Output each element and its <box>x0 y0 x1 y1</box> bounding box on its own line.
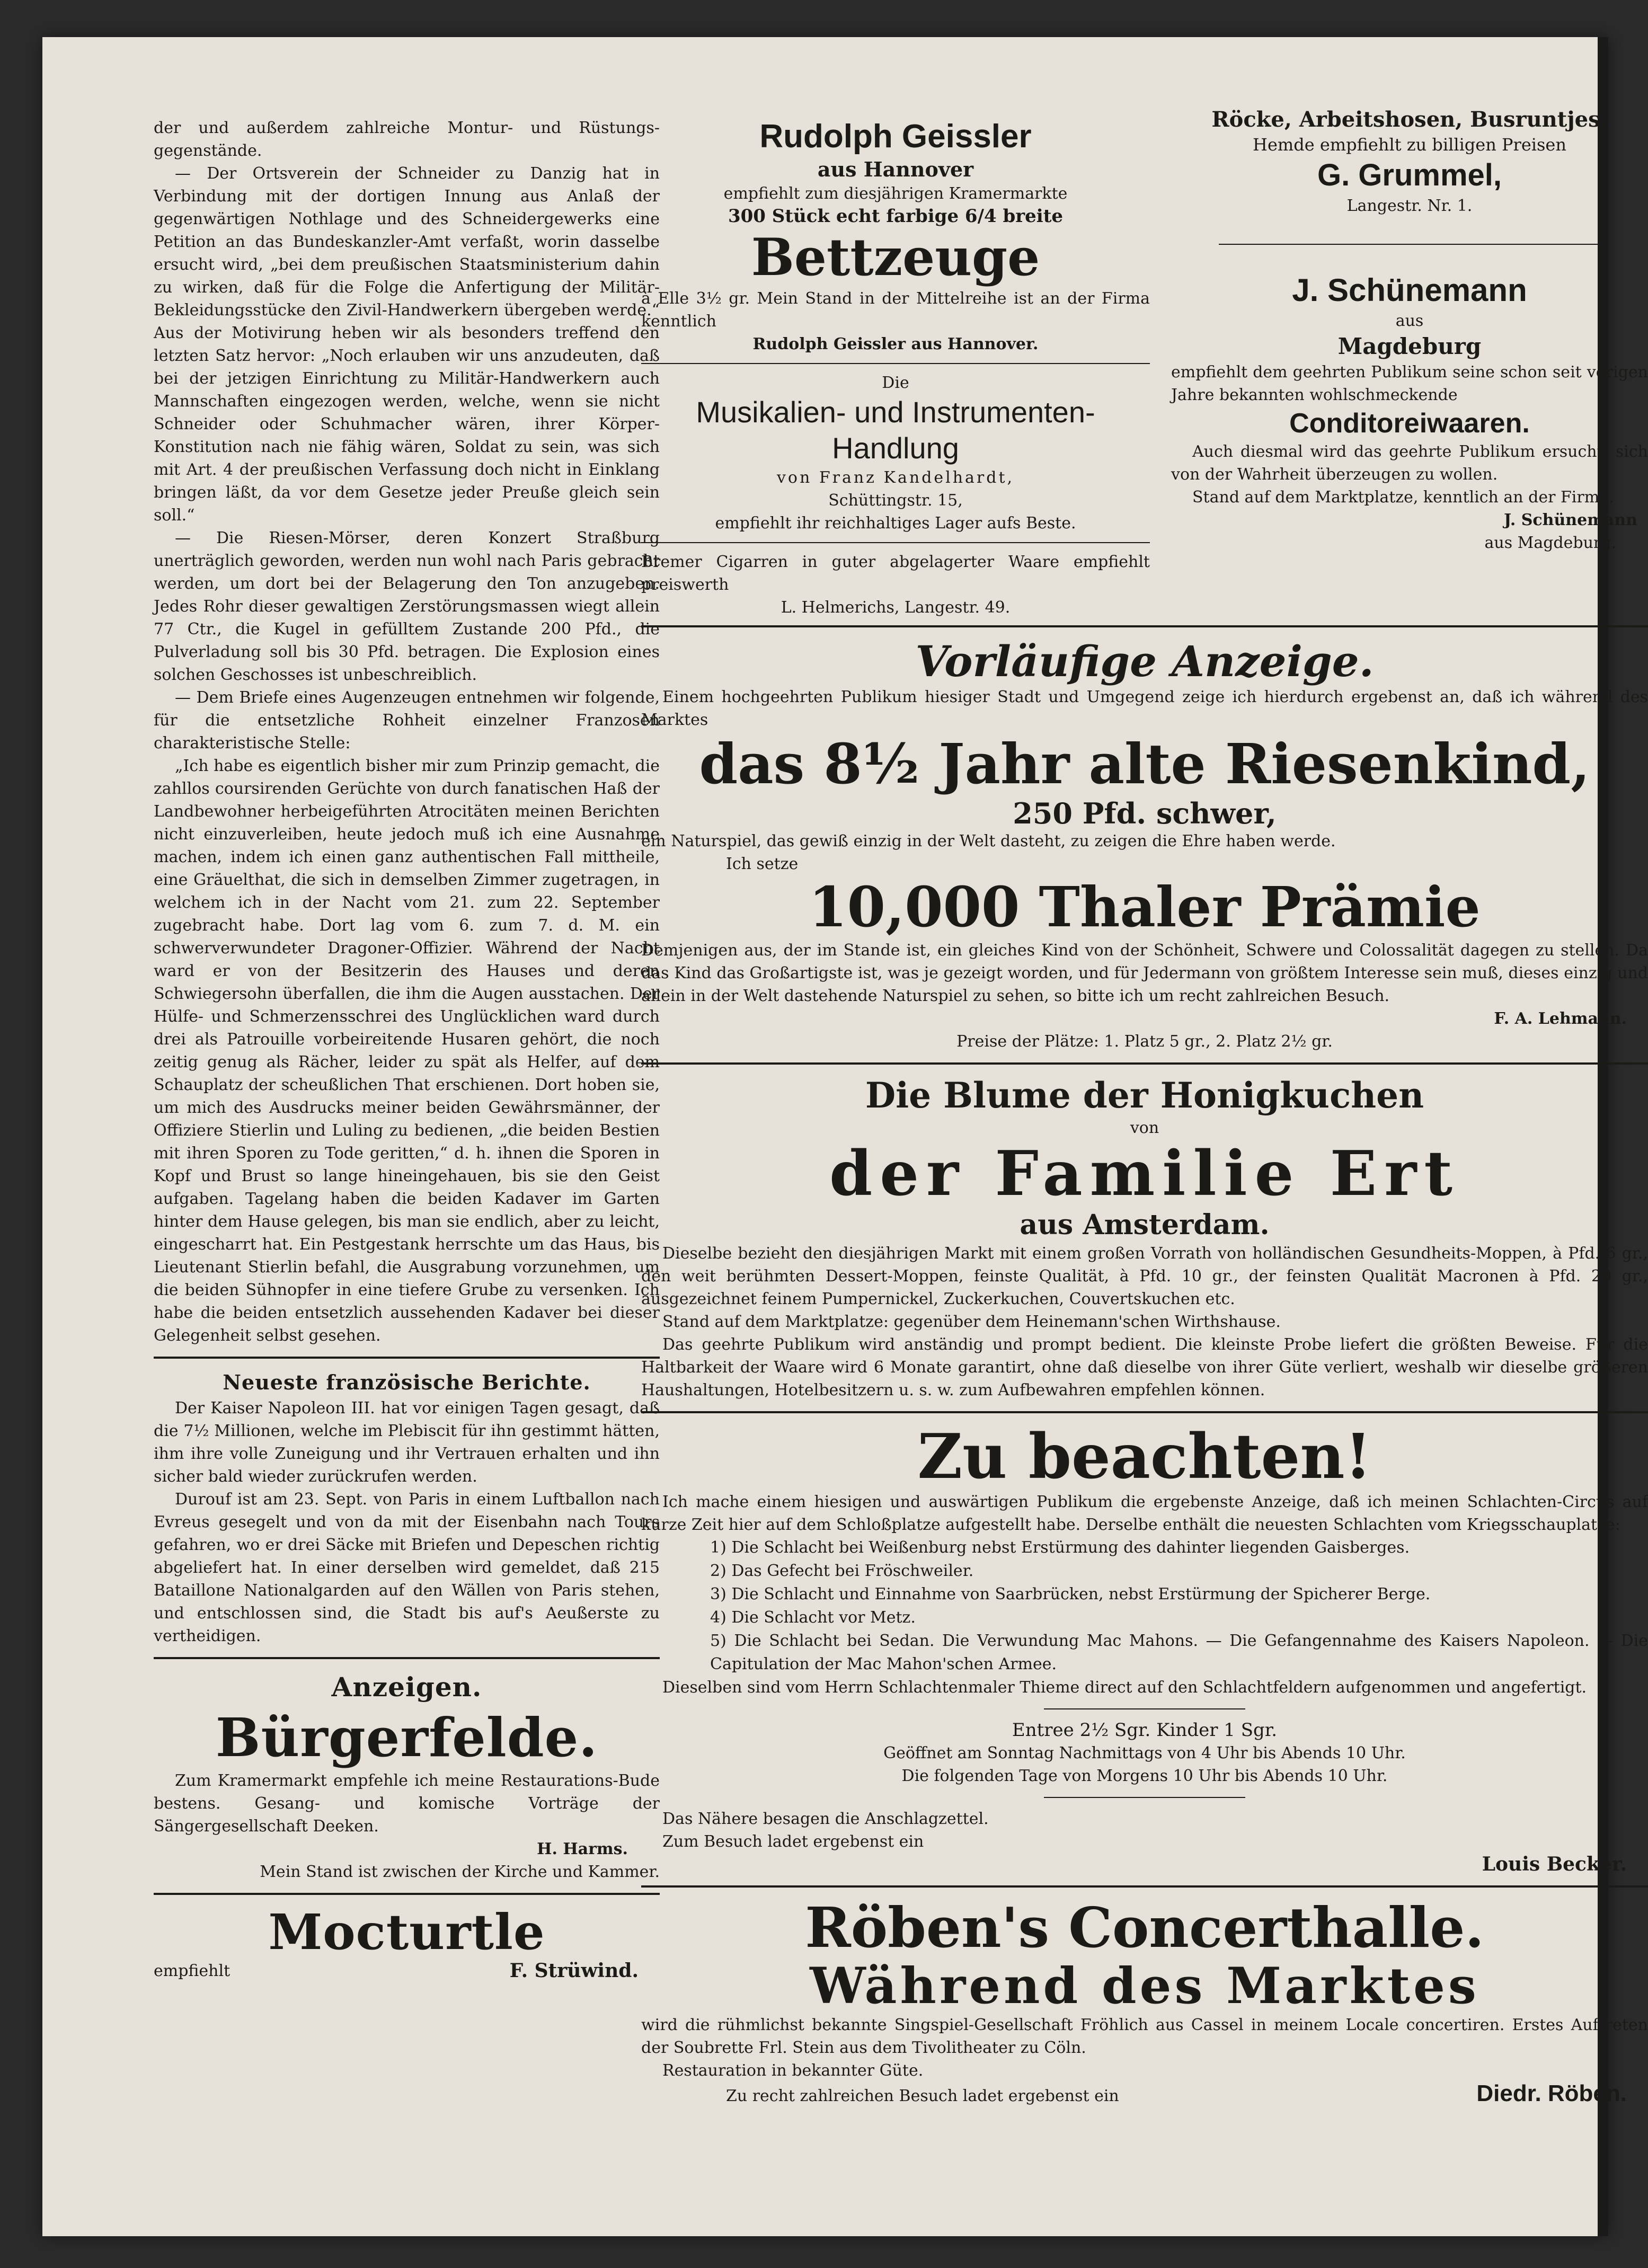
schuenemann-name: J. Schünemann <box>1292 272 1527 308</box>
roeben-subtitle: Während des Marktes <box>810 1957 1479 2015</box>
beachten-text4: Zum Besuch ladet ergebenst ein <box>662 1832 924 1851</box>
blume-text2: Stand auf dem Marktplatze: gegenüber dem Heinemann'schen Wirthshause. <box>662 1313 1281 1331</box>
roeben-text3: Zu recht zahlreichen Besuch ladet ergebenst ein <box>726 2087 1119 2105</box>
cigar-signature: L. Helmerichs, Langestr. 49. <box>781 598 1011 617</box>
vorlaeufige-text2: ein Naturspiel, das gewiß einzig in der Welt dasteht, zu zeigen die Ehre haben werde. <box>641 832 1336 850</box>
grummel-line1: Röcke, Arbeitshosen, Busruntjes, <box>1211 107 1608 132</box>
divider <box>154 1893 660 1895</box>
vorlaeufige-prize: 10,000 Thaler Prämie <box>809 874 1481 940</box>
schuenemann-signature: J. Schünemann <box>1503 511 1637 529</box>
news-heading: Neueste französische Berichte. <box>223 1370 591 1394</box>
music-address: Schüttingstr. 15, <box>828 491 963 510</box>
vorlaeufige-text3: Demjenigen aus, der im Stande ist, ein gleiches Kind von der Schönheit, Schwere und Colossalität dagegen zu stellen. Da das Kind das Großartigste ist, was je gezeigt worden, und für Jedermann von größtem Interesse sein muß, dieses einzig und allein in der Welt dastehende Naturspiel zu sehen, so bitte ich um recht zahlreichen Besuch. <box>641 941 1648 1005</box>
schuenemann-text3: Stand auf dem Marktplatze, kenntlich an der Firma. <box>1192 488 1614 507</box>
right-column <box>1171 106 1648 554</box>
vorlaeufige-signature: F. A. Lehmann. <box>1494 1009 1627 1028</box>
geissler-name: Rudolph Geissler <box>759 118 1032 155</box>
music-text: empfiehlt ihr reichhaltiges Lager aufs Beste. <box>715 514 1076 533</box>
music-title: Musikalien- und Instrumenten-Handlung <box>696 395 1095 465</box>
blume-title: Die Blume der Honigkuchen <box>865 1075 1424 1116</box>
list-item: 4) Die Schlacht vor Metz. <box>710 1608 916 1627</box>
middle-column <box>641 117 1150 619</box>
schuenemann-product: Conditoreiwaaren. <box>1289 408 1530 439</box>
vorlaeufige-title: Vorläufige Anzeige. <box>915 636 1374 686</box>
grummel-line2: Hemde empfiehlt zu billigen Preisen <box>1253 135 1566 155</box>
list-item: 3) Die Schlacht und Einnahme von Saarbrücken, nebst Erstürmung der Spicherer Berge. <box>710 1585 1431 1603</box>
roeben-text2: Restauration in bekannter Güte. <box>662 2061 924 2080</box>
battle-list <box>710 1536 1648 1676</box>
geissler-signature: Rudolph Geissler aus Hannover. <box>752 335 1039 353</box>
ads-heading: Anzeigen. <box>331 1671 482 1703</box>
schuenemann-city: Magdeburg <box>1337 333 1482 359</box>
schuenemann-aus: aus <box>1395 312 1424 330</box>
divider <box>154 1357 660 1359</box>
music-die: Die <box>882 374 909 392</box>
mocturtle-empfiehlt: empfiehlt <box>154 1962 231 1980</box>
divider <box>1044 1797 1245 1798</box>
mocturtle-title: Mocturtle <box>268 1903 545 1961</box>
music-by: von Franz Kandelhardt, <box>776 468 1015 487</box>
beachten-text2: Dieselben sind vom Herrn Schlachtenmaler Thieme direct auf den Schlachtfeldern aufgenommen und angefertigt. <box>662 1678 1587 1697</box>
roeben-signature: Diedr. Röben. <box>1476 2080 1627 2106</box>
beachten-text3: Das Nähere besagen die Anschlagzettel. <box>662 1810 989 1828</box>
cigar-text: Bremer Cigarren in guter abgelagerter Waare empfiehlt preiswerth <box>641 553 1150 594</box>
grummel-name: G. Grummel, <box>1317 158 1502 192</box>
divider <box>1044 1708 1245 1709</box>
geissler-line2: 300 Stück echt farbige 6/4 breite <box>728 206 1064 227</box>
buergerfelde-title: Bürgerfelde. <box>215 1706 598 1769</box>
divider <box>641 1062 1648 1065</box>
divider <box>641 1885 1648 1888</box>
article-letter: „Ich habe es eigentlich bisher mir zum Prinzip gemacht, die zahllos coursirenden Gerüchte von durch fanatischen Haß der Landbewohner herbeigeführten Atrocitäten meinen Berichten nicht einzuverleiben, heute jedoch muß ich eine Ausnahme machen, indem ich einen ganz authentischen Fall mittheile, eine Gräuelthat, die sich in demselben Zimmer zugetragen, in welchem ich in der Nacht vom 21. zum 22. September zugebracht habe. Dort lag vom 6. zum 7. d. M. ein schwerverwundeter Dragoner-Offizier. Während der Nacht ward er von der Besitzerin des Hauses und deren Schwiegersohn überfallen, die ihm die Augen ausstachen. Der Hülfe- und Schmerzensschrei des Unglücklichen ward durch drei als Patrouille vorbeireitende Husaren gehört, die noch zeitig genug als Rächer, leider zu spät als Helfer, auf dem Schauplatz der scheußlichen That erschienen. Dort hoben sie, um mich des Ausdrucks meiner beiden Gewährsmänner, der Offiziere Stierlin und Luling zu bedienen, „die beiden Bestien mit ihren Sporen zu Tode geritten,“ d. h. ihnen die Sporen in Kopf und Brust so lange hineingehauen, bis sie den Geist aufgaben. Tagelang haben die beiden Kadaver im Garten hinter dem Hause gelegen, bis man sie endlich, aber zu leicht, eingescharrt hat. Ein Pestgestank herrschte um das Haus, bis Lieutenant Stierlin befahl, die Ausgrabung vorzunehmen, um die beiden Sühnopfer in eine tiefere Grube zu versenken. Ich habe die beiden entsetzlich aussehenden Kadaver bei dieser Gelegenheit selbst gesehen. <box>154 757 660 1345</box>
list-item: 5) Die Schlacht bei Sedan. Die Verwundung Mac Mahons. — Die Gefangennahme des Kaisers Napoleon. — Die Capitulation der Mac Mahon'schen Armee. <box>710 1632 1648 1673</box>
mocturtle-signature: F. Strüwind. <box>509 1960 639 1982</box>
divider <box>641 1411 1648 1413</box>
list-item: 1) Die Schlacht bei Weißenburg nebst Erstürmung des dahinter liegenden Gaisberges. <box>710 1538 1410 1557</box>
left-column <box>154 117 660 1982</box>
buergerfelde-signature: H. Harms. <box>537 1840 628 1858</box>
grummel-address: Langestr. Nr. 1. <box>1346 197 1473 215</box>
vorlaeufige-big: das 8½ Jahr alte Riesenkind, <box>699 731 1590 796</box>
schuenemann-signature-city: aus Magdeburg. <box>1484 534 1616 552</box>
geissler-from: aus Hannover <box>817 157 974 181</box>
beachten-signature: Louis Becker. <box>1482 1853 1627 1875</box>
schuenemann-text2: Auch diesmal wird das geehrte Publikum ersucht, sich von der Wahrheit überzeugen zu wollen. <box>1171 442 1648 484</box>
article-fragment: der und außerdem zahlreiche Montur- und Rüstungs-gegenstände. <box>154 119 660 160</box>
list-item: 2) Das Gefecht bei Fröschweiler. <box>710 1562 974 1580</box>
article-moerser: — Die Riesen-Mörser, deren Konzert Straßburg unerträglich geworden, werden nun wohl nach Paris gebracht werden, um dort bei der Belagerung den Ton anzugeben. Jedes Rohr dieser gewaltigen Zerstörungsmassen wiegt allein 77 Ctr., die Kugel in gefülltem Zustande 200 Pfd., die Pulverladung soll bis 30 Pfd. betragen. Die Explosion eines solchen Geschosses ist unbeschreiblich. <box>154 529 660 684</box>
geissler-line1: empfiehlt zum diesjährigen Kramermarkte <box>723 184 1068 203</box>
geissler-text: à Elle 3½ gr. Mein Stand in der Mittelreihe ist an der Firma kenntlich <box>641 289 1150 331</box>
vorlaeufige-weight: 250 Pfd. schwer, <box>1013 796 1277 830</box>
divider <box>641 542 1150 543</box>
divider <box>641 363 1150 364</box>
blume-family: der Familie Ert <box>829 1138 1460 1210</box>
divider <box>641 625 1648 627</box>
beachten-text1: Ich mache einem hiesigen und auswärtigen Publikum die ergebenste Anzeige, daß ich meinen Schlachten-Circus auf kurze Zeit hier auf dem Schloßplatze aufgestellt habe. Derselbe enthält die neuesten Schlachten vom Kriegsschauplatze: <box>641 1493 1648 1534</box>
geissler-product: Bettzeuge <box>751 227 1040 287</box>
vorlaeufige-prices: Preise der Plätze: 1. Platz 5 gr., 2. Platz 2½ gr. <box>956 1032 1333 1051</box>
beachten-entree: Entree 2½ Sgr. Kinder 1 Sgr. <box>1012 1720 1278 1741</box>
vorlaeufige-setze: Ich setze <box>726 855 799 873</box>
news-napoleon: Der Kaiser Napoleon III. hat vor einigen Tagen gesagt, daß die 7½ Millionen, welche im Plebiscit für ihn gestimmt hätten, ihm ihre volle Zuneigung und ihr Vertrauen erhalten und ihn sicher bald wieder zurückrufen werden. <box>154 1399 660 1486</box>
beachten-open2: Die folgenden Tage von Morgens 10 Uhr bis Abends 10 Uhr. <box>901 1767 1388 1785</box>
beachten-title: Zu beachten! <box>917 1421 1372 1493</box>
beachten-open1: Geöffnet am Sonntag Nachmittags von 4 Uhr bis Abends 10 Uhr. <box>883 1744 1406 1762</box>
buergerfelde-text: Zum Kramermarkt empfehle ich meine Restaurations-Bude bestens. Gesang- und komische Vorträge der Sängergesellschaft Deeken. <box>154 1771 660 1836</box>
blume-text3: Das geehrte Publikum wird anständig und prompt bedient. Die kleinste Probe liefert die größten Beweise. Für die Haltbarkeit der Waare wird 6 Monate garantirt, ohne daß dieselbe von ihrer Güte verliert, weshalb wir dieselbe größeren Haushaltungen, Hotelbesitzern u. s. w. zum Aufbewahren empfehlen können. <box>641 1335 1648 1399</box>
news-durouf: Durouf ist am 23. Sept. von Paris in einem Luftballon nach Evreus gesegelt und von da mit der Eisenbahn nach Tours gefahren, wo er drei Säcke mit Briefen und Depeschen richtig abgeliefert hat. In einer derselben wird gemeldet, daß 215 Bataillone Nationalgarden auf den Wällen von Paris stehen, und entschlossen sind, die Stadt bis auf's Aeußerste zu vertheidigen. <box>154 1490 660 1645</box>
divider <box>154 1657 660 1659</box>
vorlaeufige-text1: Einem hochgeehrten Publikum hiesiger Stadt und Umgegend zeige ich hierdurch ergebenst an, daß ich während des Marktes <box>641 688 1648 729</box>
article-intro: — Dem Briefe eines Augenzeugen entnehmen wir folgende, für die entsetzliche Rohheit einzelner Franzosen charakteristische Stelle: <box>154 688 660 752</box>
divider <box>1219 244 1600 245</box>
blume-text1: Dieselbe bezieht den diesjährigen Markt mit einem großen Vorrath von holländischen Gesundheits-Moppen, à Pfd. 6 gr., den weit berühmten Dessert-Moppen, feinste Qualität, à Pfd. 10 gr., der feinsten Qualität Macronen à Pfd. 20 gr., ausgezeichnet feinem Pumpernickel, Zuckerkuchen, Couvertskuchen etc. <box>641 1244 1648 1308</box>
roeben-text1: wird die rühmlichst bekannte Singspiel-Gesellschaft Fröhlich aus Cassel in meinem Locale concertiren. Erstes Auftreten der Soubrette Frl. Stein aus dem Tivolitheater zu Cöln. <box>641 2016 1648 2057</box>
roeben-title: Röben's Concerthalle. <box>805 1895 1484 1960</box>
newspaper-page <box>42 37 1648 2236</box>
blume-von: von <box>1130 1119 1159 1137</box>
blume-city: aus Amsterdam. <box>1020 1209 1270 1241</box>
schuenemann-text1: empfiehlt dem geehrten Publikum seine schon seit vorigen Jahre bekannten wohlschmeckende <box>1171 363 1648 404</box>
buergerfelde-stand: Mein Stand ist zwischen der Kirche und Kammer. <box>260 1863 660 1881</box>
wide-ad-column <box>641 625 1648 2107</box>
article-schneider: — Der Ortsverein der Schneider zu Danzig hat in Verbindung mit der dortigen Innung aus Anlaß der gegenwärtigen Nothlage und des Schneidergewerks eine Petition an das Bundeskanzler-Amt verfaßt, worin dasselbe ersucht wird, „bei dem preußischen Staatsministerium dahin zu wirken, daß für die Folge die Anfertigung der Militär-Bekleidungsstücke den Zivil-Handwerkern übergeben werde.“ Aus der Motivirung heben wir als besonders treffend den letzten Satz hervor: „Noch erlauben wir uns anzudeuten, daß bei der jetzigen Einrichtung zu Militär-Handwerkern auch Mannschaften eingezogen werden, welche, wenn sie nicht Schneider oder Schuhmacher wären, ihrer Körper-Konstitution nach nie fähig wären, Soldat zu sein, was sich mit Art. 4 der preußischen Verfassung doch nicht in Einklang bringen läßt, da vor dem Gesetze jeder Preuße gleich sein soll.“ <box>154 164 660 525</box>
